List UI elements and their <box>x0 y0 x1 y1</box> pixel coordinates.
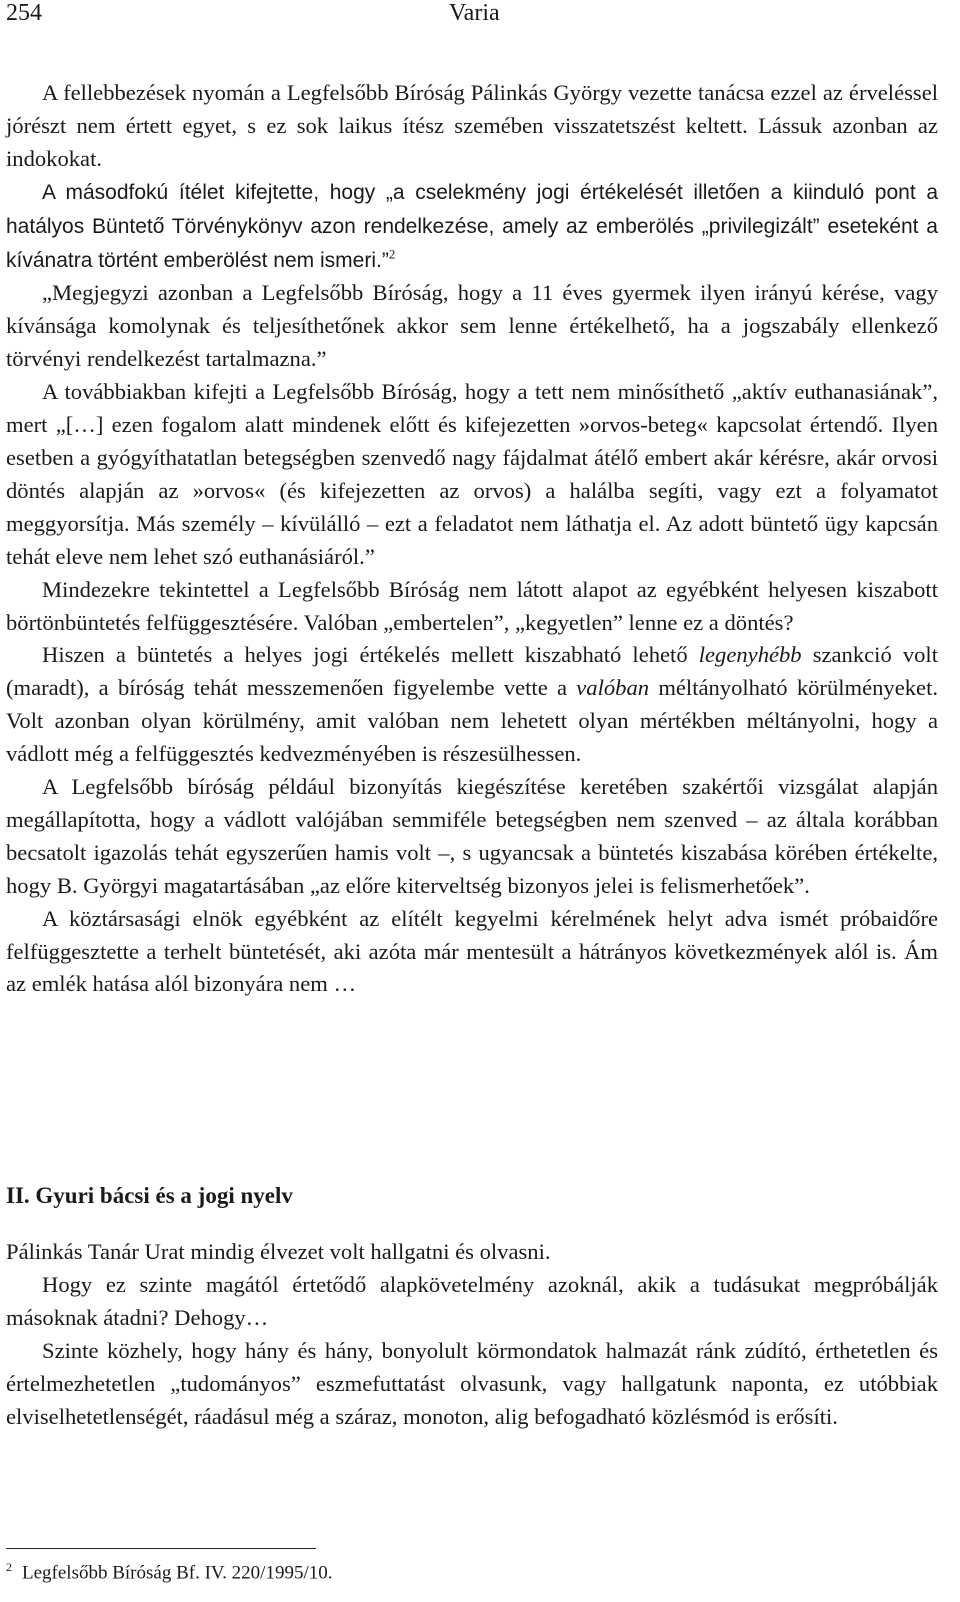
footnote-reference[interactable]: 2 <box>388 246 396 261</box>
body-text <box>6 77 938 1001</box>
running-title: Varia <box>449 0 500 26</box>
paragraph: A továbbiakban kifejti a Legfelsőbb Bíróság, hogy a tett nem minősíthető „aktív euthanasiának”, mert „[…] ezen fogalom alatt mindenek előtt és kifejezetten »orvos-beteg« kapcsolat értendő. Ilyen esetben a gyógyíthatatlan betegségben szenvedő nagy fájdalmat átélő embert akár kérésre, akár orvosi döntés alapján az »orvos« (és kifejezetten az orvos) a halálba segíti, vagy ezt a folyamatot meggyorsítja. Más személy – kívülálló – ezt a feladatot nem láthatja el. Az adott büntető ügy kapcsán tehát eleve nem lehet szó euthanásiáról.” <box>6 379 938 569</box>
paragraph: Szinte közhely, hogy hány és hány, bonyolult körmondatok halmazát ránk zúdító, érthetetlen és értelmezhetetlen „tudományos” eszmefuttatást olvasunk, vagy hallgatunk naponta, ez utóbbiak elviselhetetlenségét, ráadásul még a száraz, monoton, alig befogadható közlésmód is erősíti. <box>6 1337 938 1429</box>
paragraph: A köztársasági elnök egyébként az elítélt kegyelmi kérelmének helyt adva ismét próbaidőre felfüggesztette a terhelt büntetését, aki azóta már mentesült a hátrányos következmények alól is. Ám az emlék hatása alól bizonyára nem … <box>6 905 938 997</box>
text: Hiszen a büntetés a helyes jogi értékelés mellett kiszabható lehető <box>42 642 699 668</box>
paragraph: Pálinkás Tanár Urat mindig élvezet volt hallgatni és olvasni. <box>6 1239 551 1264</box>
page-number: 254 <box>6 0 42 26</box>
page <box>6 0 938 1584</box>
quoted-text: A másodfokú ítélet kifejtette, hogy „a cselekmény jogi értékelését illetően a kiinduló pont a hatályos Büntető Törvénykönyv azon rendelkezése, amely az emberölés „privilegizált” eseteként a kívánatra történt emberölést nem ismeri.” <box>6 180 938 272</box>
paragraph <box>6 639 938 771</box>
text: szankció volt (maradt), a bíróság tehát messzemenően figyelembe vette a <box>6 642 938 701</box>
footnote-number: 2 <box>6 1560 12 1574</box>
emphasis: legenyhébb <box>698 642 802 668</box>
text: Volt azonban olyan körülmény, amit valóban nem lehetett olyan mértékben méltányolni, hogy a vádlott még a felfüggesztés kedvezményében is részesülhessen. <box>6 708 938 767</box>
paragraph: Mindezekre tekintettel a Legfelsőbb Bíróság nem látott alapot az egyébként helyesen kiszabott börtönbüntetés felfüggesztésére. Valóban „embertelen”, „kegyetlen” lenne ez a döntés? <box>6 576 938 635</box>
paragraph: A fellebbezések nyomán a Legfelsőbb Bíróság Pálinkás György vezette tanácsa ezzel az érveléssel jórészt nem értett egyet, s ez sok laikus ítész szemében visszatetszést keltett. Lássuk azonban az indokokat. <box>6 80 938 171</box>
paragraph: A Legfelsőbb bíróság például bizonyítás kiegészítése keretében szakértői vizsgálat alapján megállapította, hogy a vádlott valójában semmiféle betegségben nem szenved – az általa korábban becsatolt igazolás tehát egyszerűen hamis volt –, s ugyancsak a büntetés kiszabása körében értékelte, hogy B. Györgyi magatartásában „az előre kiterveltség bizonyos jelei is felismerhetőek”. <box>6 774 938 898</box>
footnote-divider <box>6 1548 316 1549</box>
paragraph-quote <box>6 176 938 278</box>
section-heading: II. Gyuri bácsi és a jogi nyelv <box>6 1183 293 1208</box>
footnote <box>6 1560 333 1584</box>
running-head <box>6 0 938 40</box>
emphasis: valóban <box>576 675 650 701</box>
text: méltányolható körülményeket. <box>649 675 938 701</box>
paragraph: „Megjegyzi azonban a Legfelsőbb Bíróság, hogy a 11 éves gyermek ilyen irányú kérése, vagy kívánsága komolynak és teljesíthetőnek akkor sem lenne értékelhető, ha a jogszabály ellenkező törvényi rendelkezést tartalmazna.” <box>6 280 938 372</box>
paragraph: Hogy ez szinte magától értetődő alapkövetelmény azoknál, akik a tudásukat megpróbálják másoknak átadni? Dehogy… <box>6 1271 938 1330</box>
footnote-text: Legfelsőbb Bíróság Bf. IV. 220/1995/10. <box>22 1562 333 1584</box>
section-body <box>6 1236 938 1433</box>
